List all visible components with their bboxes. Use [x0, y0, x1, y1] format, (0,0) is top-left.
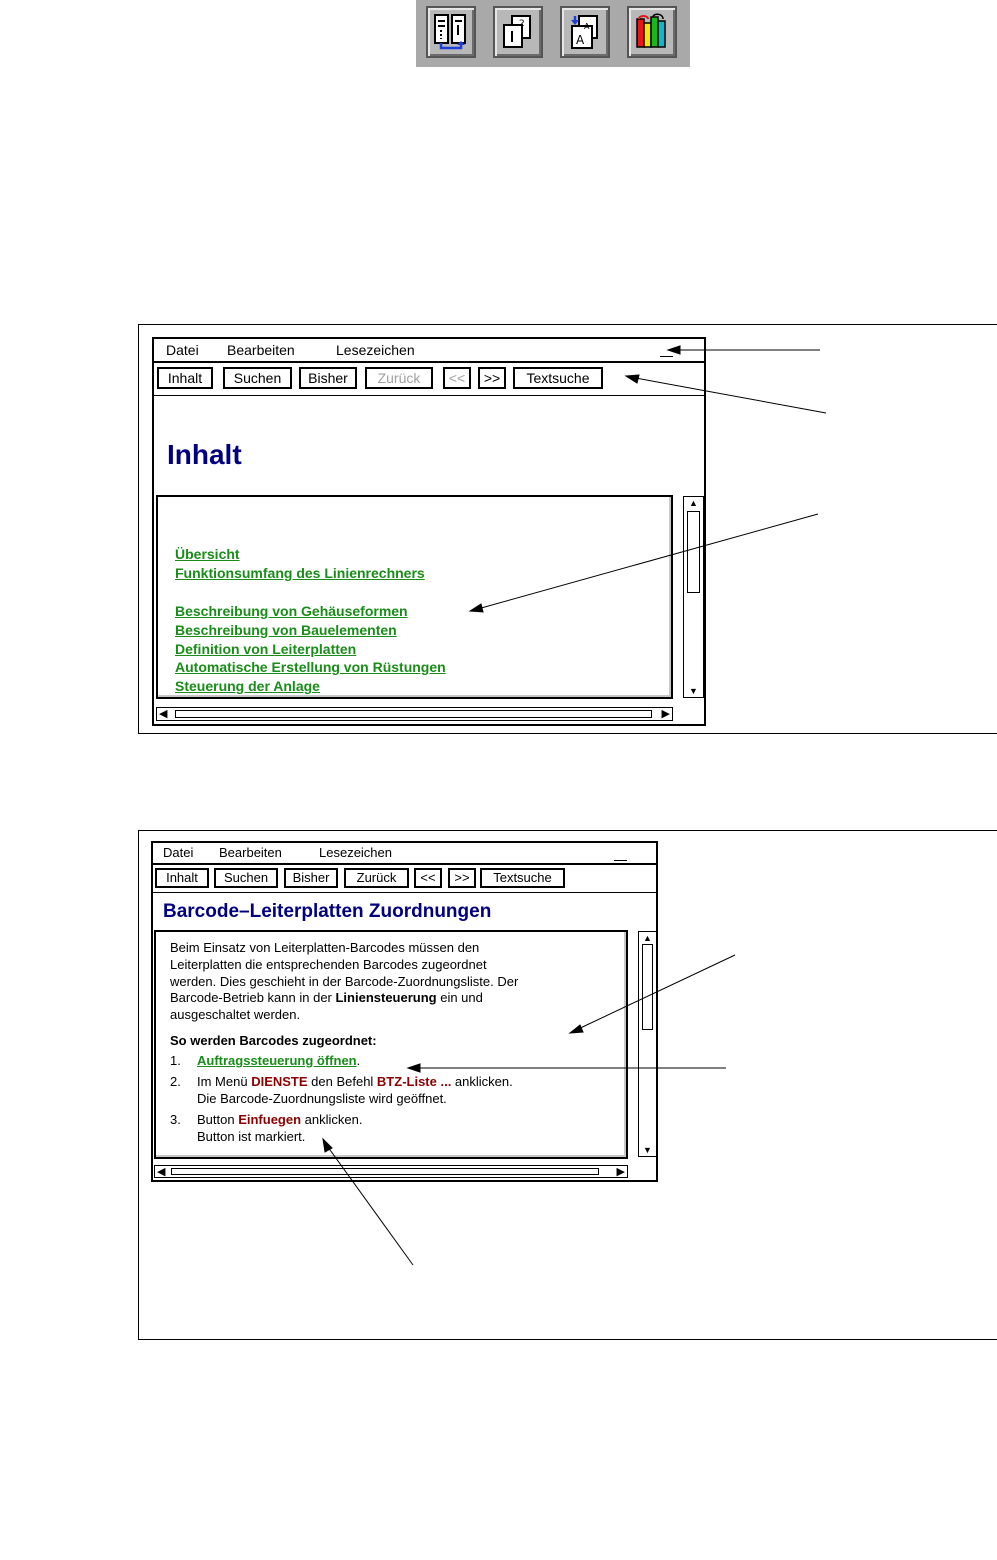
intro-line-3: werden. Dies geschieht in der Barcode-Zuordnungsliste. Der [170, 974, 519, 989]
intro-text: Barcode-Betrieb kann in der [170, 990, 336, 1005]
dienste-term: DIENSTE [251, 1074, 308, 1089]
step-3-line-2: Button ist markiert. [197, 1129, 306, 1144]
scroll-left-icon[interactable]: ◀ [157, 1166, 166, 1178]
scroll-left-icon[interactable]: ◀ [159, 708, 168, 720]
steps-heading: So werden Barcodes zugeordnet: [170, 1033, 377, 1048]
previous-button[interactable]: << [415, 869, 441, 887]
pointer-arrowhead [668, 346, 680, 354]
menu-lesezeichen[interactable]: Lesezeichen [336, 342, 415, 358]
suchen-button[interactable]: Suchen [224, 368, 291, 388]
scroll-right-icon[interactable]: ▶ [616, 1166, 625, 1178]
svg-text:2: 2 [519, 19, 525, 29]
scroll-down-icon[interactable]: ▼ [643, 1145, 652, 1155]
suchen-button[interactable]: Suchen [215, 869, 277, 887]
menu-lesezeichen[interactable]: Lesezeichen [319, 845, 392, 860]
previous-button[interactable]: << [444, 368, 470, 388]
pointer-arrowhead [570, 1025, 583, 1033]
next-button[interactable]: >> [479, 368, 505, 388]
zurueck-button[interactable]: Zurück [366, 368, 432, 388]
step-3-end: anklicken. [301, 1112, 363, 1127]
link-gehaeuseformen[interactable]: Beschreibung von Gehäuseformen [175, 603, 408, 619]
link-ruestungen[interactable]: Automatische Erstellung von Rüstungen [175, 659, 446, 675]
step-1-end: . [356, 1053, 361, 1068]
intro-line-5: ausgeschaltet werden. [170, 1007, 301, 1022]
link-leiterplatten[interactable]: Definition von Leiterplatten [175, 641, 357, 657]
step-2-text: Im Menü [197, 1074, 252, 1089]
intro-text-end: ein und [436, 990, 483, 1005]
step-2-number: 2. [170, 1074, 181, 1089]
pointer-arrowhead [408, 1064, 420, 1072]
pointer-line-term [325, 1143, 413, 1265]
textsuche-button[interactable]: Textsuche [514, 368, 602, 388]
inhalt-button[interactable]: Inhalt [158, 368, 212, 388]
svg-text:A: A [576, 33, 585, 47]
step-3-number: 3. [170, 1112, 181, 1127]
page-title: Inhalt [167, 439, 242, 470]
link-auftragssteuerung[interactable]: Auftragssteuerung öffnen [197, 1053, 357, 1068]
menu-datei[interactable]: Datei [163, 845, 194, 860]
scroll-up-icon[interactable]: ▲ [689, 498, 698, 508]
intro-line-1: Beim Einsatz von Leiterplatten-Barcodes müssen den [170, 940, 480, 955]
page-title: Barcode–Leiterplatten Zuordnungen [163, 901, 492, 922]
liniensteuerung-term: Liniensteuerung [335, 990, 437, 1005]
step-2-line-2: Die Barcode-Zuordnungsliste wird geöffnet. [197, 1091, 447, 1106]
bisher-button[interactable]: Bisher [300, 368, 356, 388]
intro-line-2: Leiterplatten die entsprechenden Barcodes zugeordnet [170, 957, 487, 972]
inhalt-button[interactable]: Inhalt [156, 869, 208, 887]
pointer-line-links [474, 514, 818, 610]
menu-datei[interactable]: Datei [166, 342, 199, 358]
menu-bearbeiten[interactable]: Bearbeiten [227, 342, 295, 358]
pointer-line-text [574, 955, 735, 1031]
next-button[interactable]: >> [449, 869, 475, 887]
step-2-end: anklicken. [451, 1074, 513, 1089]
textsuche-button[interactable]: Textsuche [481, 869, 564, 887]
pointer-arrowhead [470, 604, 483, 612]
step-1-number: 1. [170, 1053, 181, 1068]
scroll-right-icon[interactable]: ▶ [661, 708, 670, 720]
btz-liste-term: BTZ-Liste ... [376, 1074, 452, 1089]
menu-bearbeiten[interactable]: Bearbeiten [219, 845, 282, 860]
link-funktionsumfang[interactable]: Funktionsumfang des Linienrechners [175, 565, 425, 581]
link-steuerung[interactable]: Steuerung der Anlage [175, 678, 320, 694]
link-uebersicht[interactable]: Übersicht [175, 546, 240, 562]
pointer-arrowhead [626, 375, 639, 383]
bisher-button[interactable]: Bisher [285, 869, 337, 887]
scroll-up-icon[interactable]: ▲ [643, 933, 652, 943]
zurueck-button[interactable]: Zurück [345, 869, 408, 887]
link-bauelemente[interactable]: Beschreibung von Bauelementen [175, 622, 397, 638]
scroll-down-icon[interactable]: ▼ [689, 686, 698, 696]
step-2-mid: den Befehl [307, 1074, 377, 1089]
step-3-text: Button [197, 1112, 239, 1127]
pointer-line-buttons [630, 377, 826, 413]
einfuegen-term: Einfuegen [238, 1112, 302, 1127]
svg-text:A: A [584, 22, 590, 31]
